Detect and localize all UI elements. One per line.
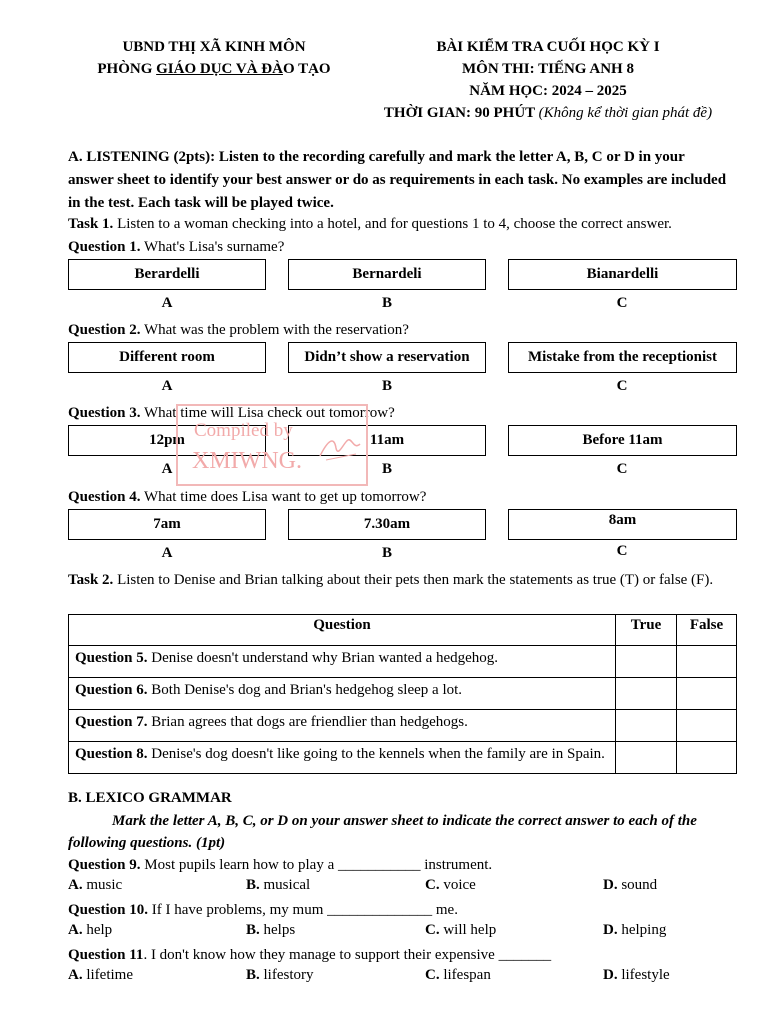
header-right	[370, 36, 726, 124]
exam-subject: MÔN THI: TIẾNG ANH 8	[462, 61, 634, 77]
q10-choice-c[interactable]: C. will help	[425, 922, 497, 938]
q3-option-c[interactable]: Before 11am	[508, 425, 737, 456]
q1-option-b[interactable]: Bernardeli	[288, 259, 486, 290]
row-question: Question 8. Denise's dog doesn't like going to the kennels when the family are in Spain.	[69, 742, 616, 774]
q9-choice-a[interactable]: A. music	[68, 877, 123, 893]
true-cell[interactable]	[616, 678, 677, 710]
q4-option-a[interactable]: 7am	[68, 509, 266, 540]
q1-option-c[interactable]: Bianardelli	[508, 259, 737, 290]
false-cell[interactable]	[677, 646, 737, 678]
false-cell[interactable]	[677, 678, 737, 710]
q11-choice-a[interactable]: A. lifetime	[68, 967, 133, 983]
watermark-line1: Compiled by	[194, 420, 293, 441]
q10-choice-b[interactable]: B. helps	[246, 922, 296, 938]
q11-choice-c[interactable]: C. lifespan	[425, 967, 491, 983]
q3-option-b[interactable]: 11am	[288, 425, 486, 456]
question-1: Question 1. What's Lisa's surname?	[68, 239, 285, 255]
q3-letter-a: A	[161, 461, 173, 477]
question-9: Question 9. Most pupils learn how to play a ___________ instrument.	[68, 857, 493, 873]
header-left	[64, 36, 364, 80]
table-row	[69, 710, 737, 742]
exam-title: BÀI KIỂM TRA CUỐI HỌC KỲ I	[436, 39, 660, 55]
table-row	[69, 742, 737, 774]
q2-letter-c: C	[616, 378, 628, 394]
q3-letter-c: C	[616, 461, 628, 477]
false-cell[interactable]	[677, 742, 737, 774]
q4-letter-b: B	[381, 545, 392, 561]
true-cell[interactable]	[616, 646, 677, 678]
q2-option-a[interactable]: Different room	[68, 342, 266, 373]
col-false: False	[677, 615, 737, 646]
true-cell[interactable]	[616, 742, 677, 774]
question-3: Question 3. What time will Lisa check out tomorrow?	[68, 405, 395, 421]
false-cell[interactable]	[677, 710, 737, 742]
q1-letter-a: A	[161, 295, 173, 311]
question-2: Question 2. What was the problem with the reservation?	[68, 322, 409, 338]
q4-option-c[interactable]: 8am	[508, 509, 737, 540]
q9-choice-b[interactable]: B. musical	[246, 877, 311, 893]
row-question: Question 6. Both Denise's dog and Brian's hedgehog sleep a lot.	[69, 678, 616, 710]
q9-choice-d[interactable]: D. sound	[603, 877, 658, 893]
row-question: Question 5. Denise doesn't understand why Brian wanted a hedgehog.	[69, 646, 616, 678]
q2-letter-a: A	[161, 378, 173, 394]
col-question: Question	[69, 615, 616, 646]
section-a-title: A. LISTENING (2pts): Listen to the recording carefully and mark the letter A, B, C or D in your answer sheet to identify your best answer or do as requirements in each task. No examples are included in the test. Each task will be played twice.	[68, 149, 727, 211]
signature-scribble	[316, 430, 364, 464]
table-row	[69, 678, 737, 710]
q2-letter-b: B	[381, 378, 392, 394]
table-row	[69, 646, 737, 678]
q9-choice-c[interactable]: C. voice	[425, 877, 476, 893]
question-4: Question 4. What time does Lisa want to get up tomorrow?	[68, 489, 427, 505]
section-b-instruction: Mark the letter A, B, C, or D on your answer sheet to indicate the correct answer to each of the following questions. (1pt)	[68, 813, 697, 851]
table-header-row	[69, 615, 737, 646]
q3-option-a[interactable]: 12pm	[68, 425, 266, 456]
section-b-title: B. LEXICO GRAMMAR	[68, 790, 232, 806]
task2-instruction: Task 2. Listen to Denise and Brian talking about their pets then mark the statements as true (T) or false (F).	[68, 572, 714, 588]
row-question: Question 7. Brian agrees that dogs are friendlier than hedgehogs.	[69, 710, 616, 742]
watermark-line2: XMIWNG.	[192, 448, 302, 474]
true-cell[interactable]	[616, 710, 677, 742]
q10-choice-d[interactable]: D. helping	[603, 922, 667, 938]
q4-letter-c: C	[616, 543, 628, 559]
q11-choice-d[interactable]: D. lifestyle	[603, 967, 670, 983]
q3-letter-b: B	[381, 461, 392, 477]
department-line1: UBND THỊ XÃ KINH MÔN	[122, 39, 306, 55]
q10-choice-a[interactable]: A. help	[68, 922, 113, 938]
col-true: True	[616, 615, 677, 646]
compiled-by-watermark	[176, 404, 368, 486]
question-11: Question 11. I don't know how they manage to support their expensive _______	[68, 947, 552, 963]
exam-time: THỜI GIAN: 90 PHÚT (Không kể thời gian phát đề)	[383, 105, 713, 121]
q1-letter-b: B	[381, 295, 392, 311]
exam-year: NĂM HỌC: 2024 – 2025	[469, 83, 627, 99]
q11-choice-b[interactable]: B. lifestory	[246, 967, 314, 983]
q1-option-a[interactable]: Berardelli	[68, 259, 266, 290]
task1-instruction: Task 1. Listen to a woman checking into a hotel, and for questions 1 to 4, choose the correct answer.	[68, 216, 672, 232]
q2-option-c[interactable]: Mistake from the receptionist	[508, 342, 737, 373]
question-10: Question 10. If I have problems, my mum ______________ me.	[68, 902, 458, 918]
q4-letter-a: A	[161, 545, 173, 561]
q1-letter-c: C	[616, 295, 628, 311]
department-line2: PHÒNG GIÁO DỤC VÀ ĐÀO TẠO	[97, 61, 331, 77]
true-false-table	[68, 614, 737, 774]
q4-option-b[interactable]: 7.30am	[288, 509, 486, 540]
q2-option-b[interactable]: Didn’t show a reservation	[288, 342, 486, 373]
